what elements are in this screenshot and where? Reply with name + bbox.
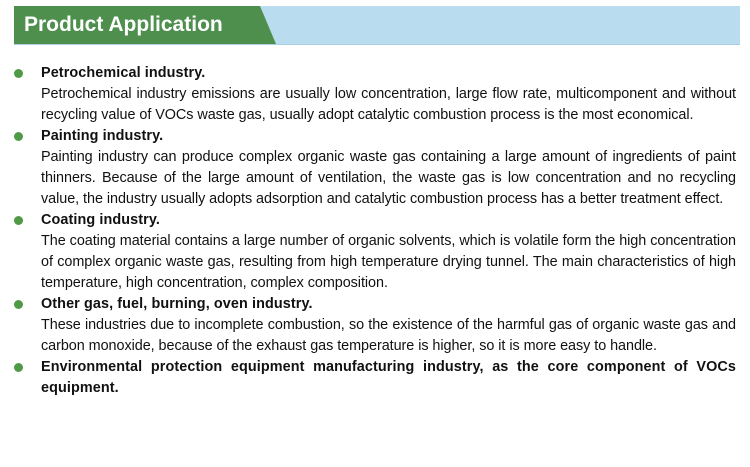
list-item-environmental [0, 357, 750, 399]
bullet-icon [14, 216, 23, 225]
application-list [0, 63, 750, 399]
item-heading: Environmental protection equipment manufacturing industry, as the core component of VOCs equipment. [41, 359, 736, 396]
item-description: These industries due to incomplete combustion, so the existence of the harmful gas of organic waste gas and carbon monoxide, because of the exhaust gas temperature is higher, so it is more easy to handle. [41, 317, 736, 354]
bullet-icon [14, 363, 23, 372]
item-description: Painting industry can produce complex organic waste gas containing a large amount of ingredients of paint thinners. Because of the large amount of ventilation, the waste gas is low concentration and no recycling value, the industry usually adopts adsorption and catalytic combustion process has a better treatment effect. [41, 149, 736, 207]
item-heading: Other gas, fuel, burning, oven industry. [41, 296, 313, 312]
item-heading: Coating industry. [41, 212, 160, 228]
list-item-other-gas [0, 294, 750, 357]
item-heading: Painting industry. [41, 128, 164, 144]
item-heading: Petrochemical industry. [41, 65, 206, 81]
bullet-icon [14, 300, 23, 309]
section-title: Product Application [24, 13, 223, 36]
bullet-icon [14, 69, 23, 78]
list-item-petrochemical [0, 63, 750, 126]
item-description: Petrochemical industry emissions are usually low concentration, large flow rate, multicomponent and without recycling value of VOCs waste gas, usually adopt catalytic combustion process is the most economical. [41, 86, 736, 123]
bullet-icon [14, 132, 23, 141]
list-item-coating [0, 210, 750, 294]
item-description: The coating material contains a large number of organic solvents, which is volatile form the high concentration of complex organic waste gas, resulting from high temperature drying tunnel. The main characteristics of high temperature, high concentration, complex composition. [41, 233, 736, 291]
list-item-painting [0, 126, 750, 210]
